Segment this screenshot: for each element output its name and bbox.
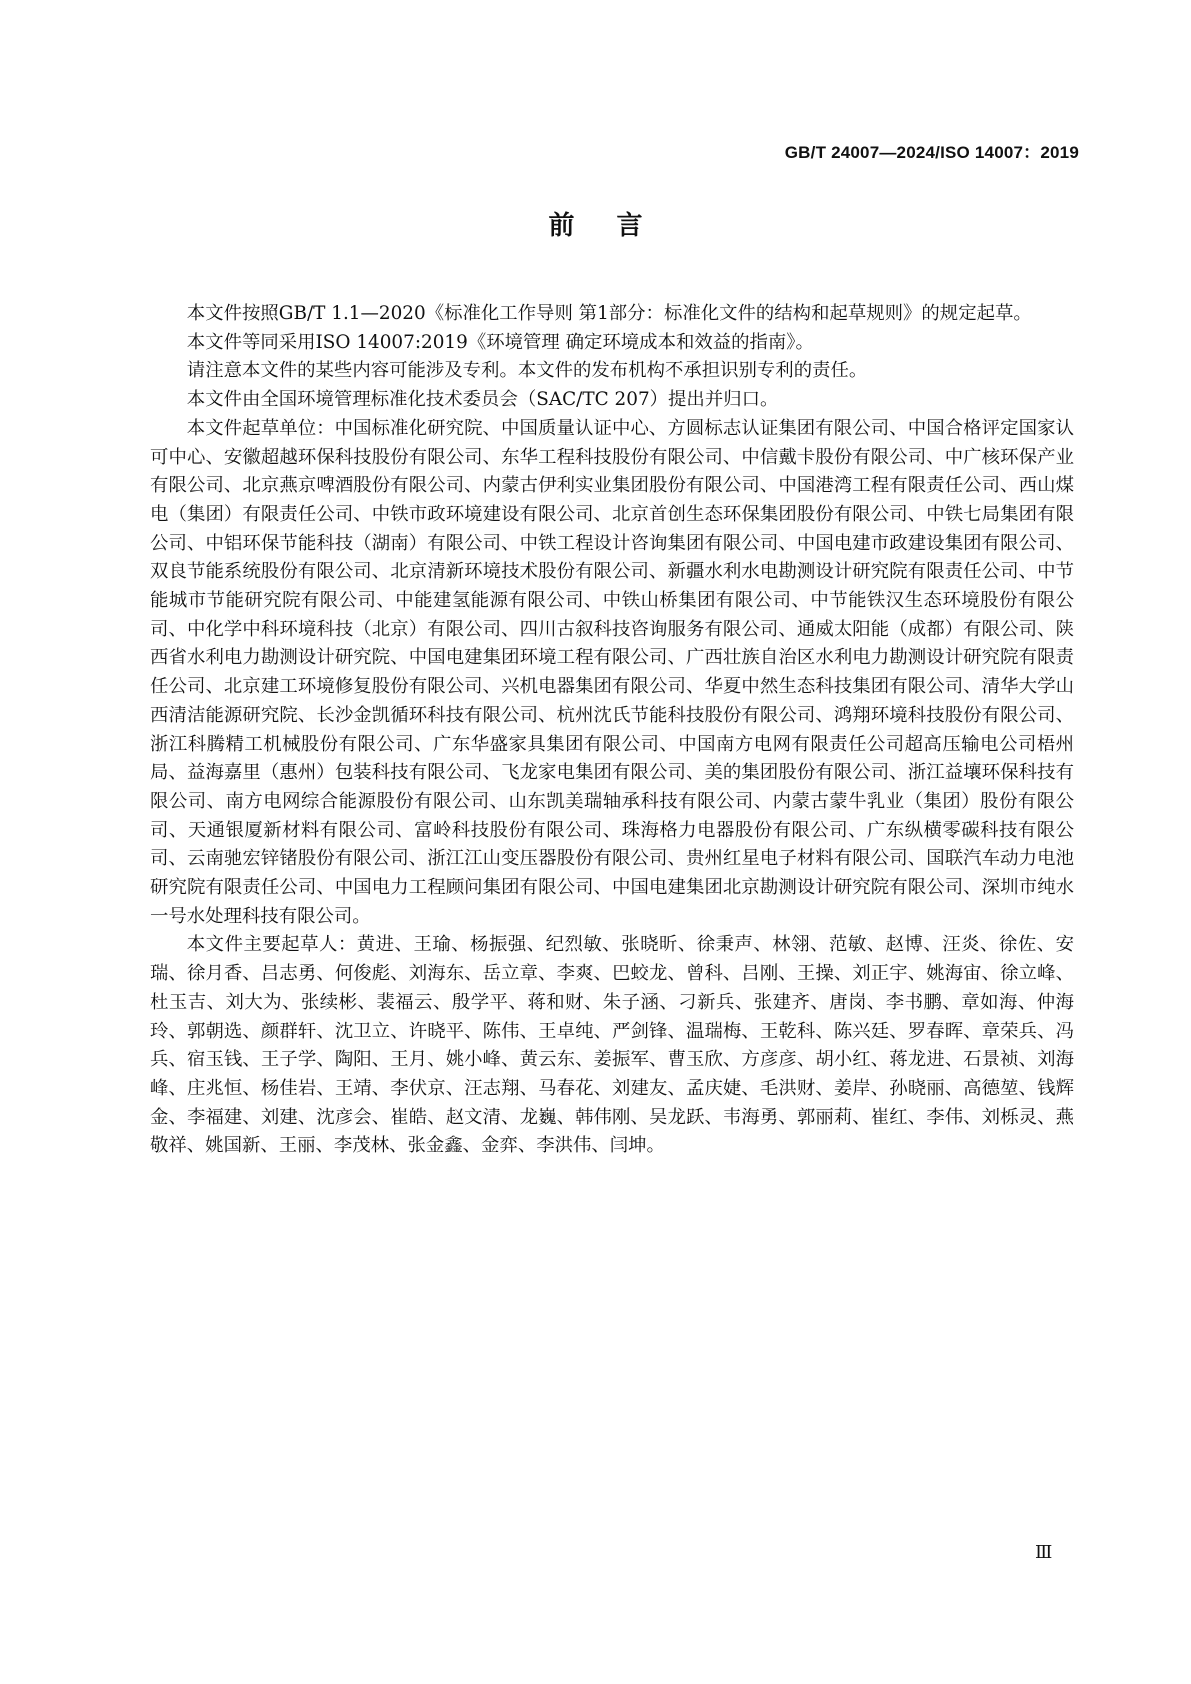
standard-number: GB/T 24007—2024/ISO 14007：2019: [784, 143, 1079, 162]
page-number: Ⅲ: [1035, 1542, 1053, 1563]
paragraph-patent-notice: 请注意本文件的某些内容可能涉及专利。本文件的发布机构不承担识别专利的责任。: [186, 360, 868, 382]
page-title: 前言: [548, 211, 685, 241]
paragraph-drafting-units: 本文件起草单位：中国标准化研究院、中国质量认证中心、方圆标志认证集团有限公司、中国合格评定国家认可中心、安徽超越环保科技股份有限公司、东华工程科技股份有限公司、中信戴卡股份有限公司、中广核环保产业有限公司、北京燕京啤酒股份有限公司、内蒙古伊利实业集团股份有限公司、中国港湾工程有限责任公司、西山煤电（集团）有限责任公司、中铁市政环境建设有限公司、北京首创生态环保集团股份有限公司、中铁七局集团有限公司、中铝环保节能科技（湖南）有限公司、中铁工程设计咨询集团有限公司、中国电建市政建设集团有限公司、双良节能系统股份有限公司、北京清新环境技术股份有限公司、新疆水利水电勘测设计研究院有限责任公司、中节能城市节能研究院有限公司、中能建氢能源有限公司、中铁山桥集团有限公司、中节能铁汉生态环境股份有限公司、中化学中科环境科技（北京）有限公司、四川古叙科技咨询服务有限公司、通威太阳能（成都）有限公司、陕西省水利电力勘测设计研究院、中国电建集团环境工程有限公司、广西壮族自治区水利电力勘测设计研究院有限责任公司、北京建工环境修复股份有限公司、兴机电器集团有限公司、华夏中然生态科技集团有限公司、清华大学山西清洁能源研究院、长沙金凯循环科技有限公司、杭州沈氏节能科技股份有限公司、鸿翔环境科技股份有限公司、浙江科腾精工机械股份有限公司、广东华盛家具集团有限公司、中国南方电网有限责任公司超高压输电公司梧州局、益海嘉里（惠州）包装科技有限公司、飞龙家电集团有限公司、美的集团股份有限公司、浙江益壤环保科技有限公司、南方电网综合能源股份有限公司、山东凯美瑞轴承科技有限公司、内蒙古蒙牛乳业（集团）股份有限公司、天通银厦新材料有限公司、富岭科技股份有限公司、珠海格力电器股份有限公司、广东纵横零碳科技有限公司、云南驰宏锌锗股份有限公司、浙江江山变压器股份有限公司、贵州红星电子材料有限公司、国联汽车动力电池研究院有限责任公司、中国电力工程顾问集团有限公司、中国电建集团北京勘测设计研究院有限公司、深圳市纯水一号水处理科技有限公司。: [150, 417, 1074, 927]
paragraph-main-drafters: 本文件主要起草人：黄进、王瑜、杨振强、纪烈敏、张晓昕、徐秉声、林翎、范敏、赵博、汪炎、徐佐、安瑞、徐月香、吕志勇、何俊彪、刘海东、岳立章、李爽、巴蛟龙、曾科、吕刚、王操、刘正宇、姚海宙、徐立峰、杜玉吉、刘大为、张续彬、裴福云、殷学平、蒋和财、朱子涵、刁新兵、张建齐、唐岗、李书鹏、章如海、仲海玲、郭朝选、颜群轩、沈卫立、许晓平、陈伟、王卓纯、严剑锋、温瑞梅、王乾科、陈兴廷、罗春晖、章荣兵、冯兵、宿玉钱、王子学、陶阳、王月、姚小峰、黄云东、姜振军、曹玉欣、方彦彦、胡小红、蒋龙进、石景祯、刘海峰、庄兆恒、杨佳岩、王靖、李伏京、汪志翔、马春花、刘建友、孟庆婕、毛洪财、姜岸、孙晓丽、高德堃、钱辉金、李福建、刘建、沈彦会、崔皓、赵文清、龙巍、韩伟刚、吴龙跃、韦海勇、郭丽莉、崔红、李伟、刘栎灵、燕敬祥、姚国新、王丽、李茂林、张金鑫、金弈、李洪伟、闫坤。: [150, 934, 1074, 1157]
preface-content: [150, 300, 1074, 1161]
paragraph-iso-adoption: 本文件等同采用ISO 14007:2019《环境管理 确定环境成本和效益的指南》。: [186, 331, 814, 353]
paragraph-drafting-rules: 本文件按照GB/T 1.1—2020《标准化工作导则 第1部分：标准化文件的结构和起草规则》的规定起草。: [186, 303, 1032, 324]
paragraph-committee: 本文件由全国环境管理标准化技术委员会（SAC/TC 207）提出并归口。: [186, 389, 779, 411]
